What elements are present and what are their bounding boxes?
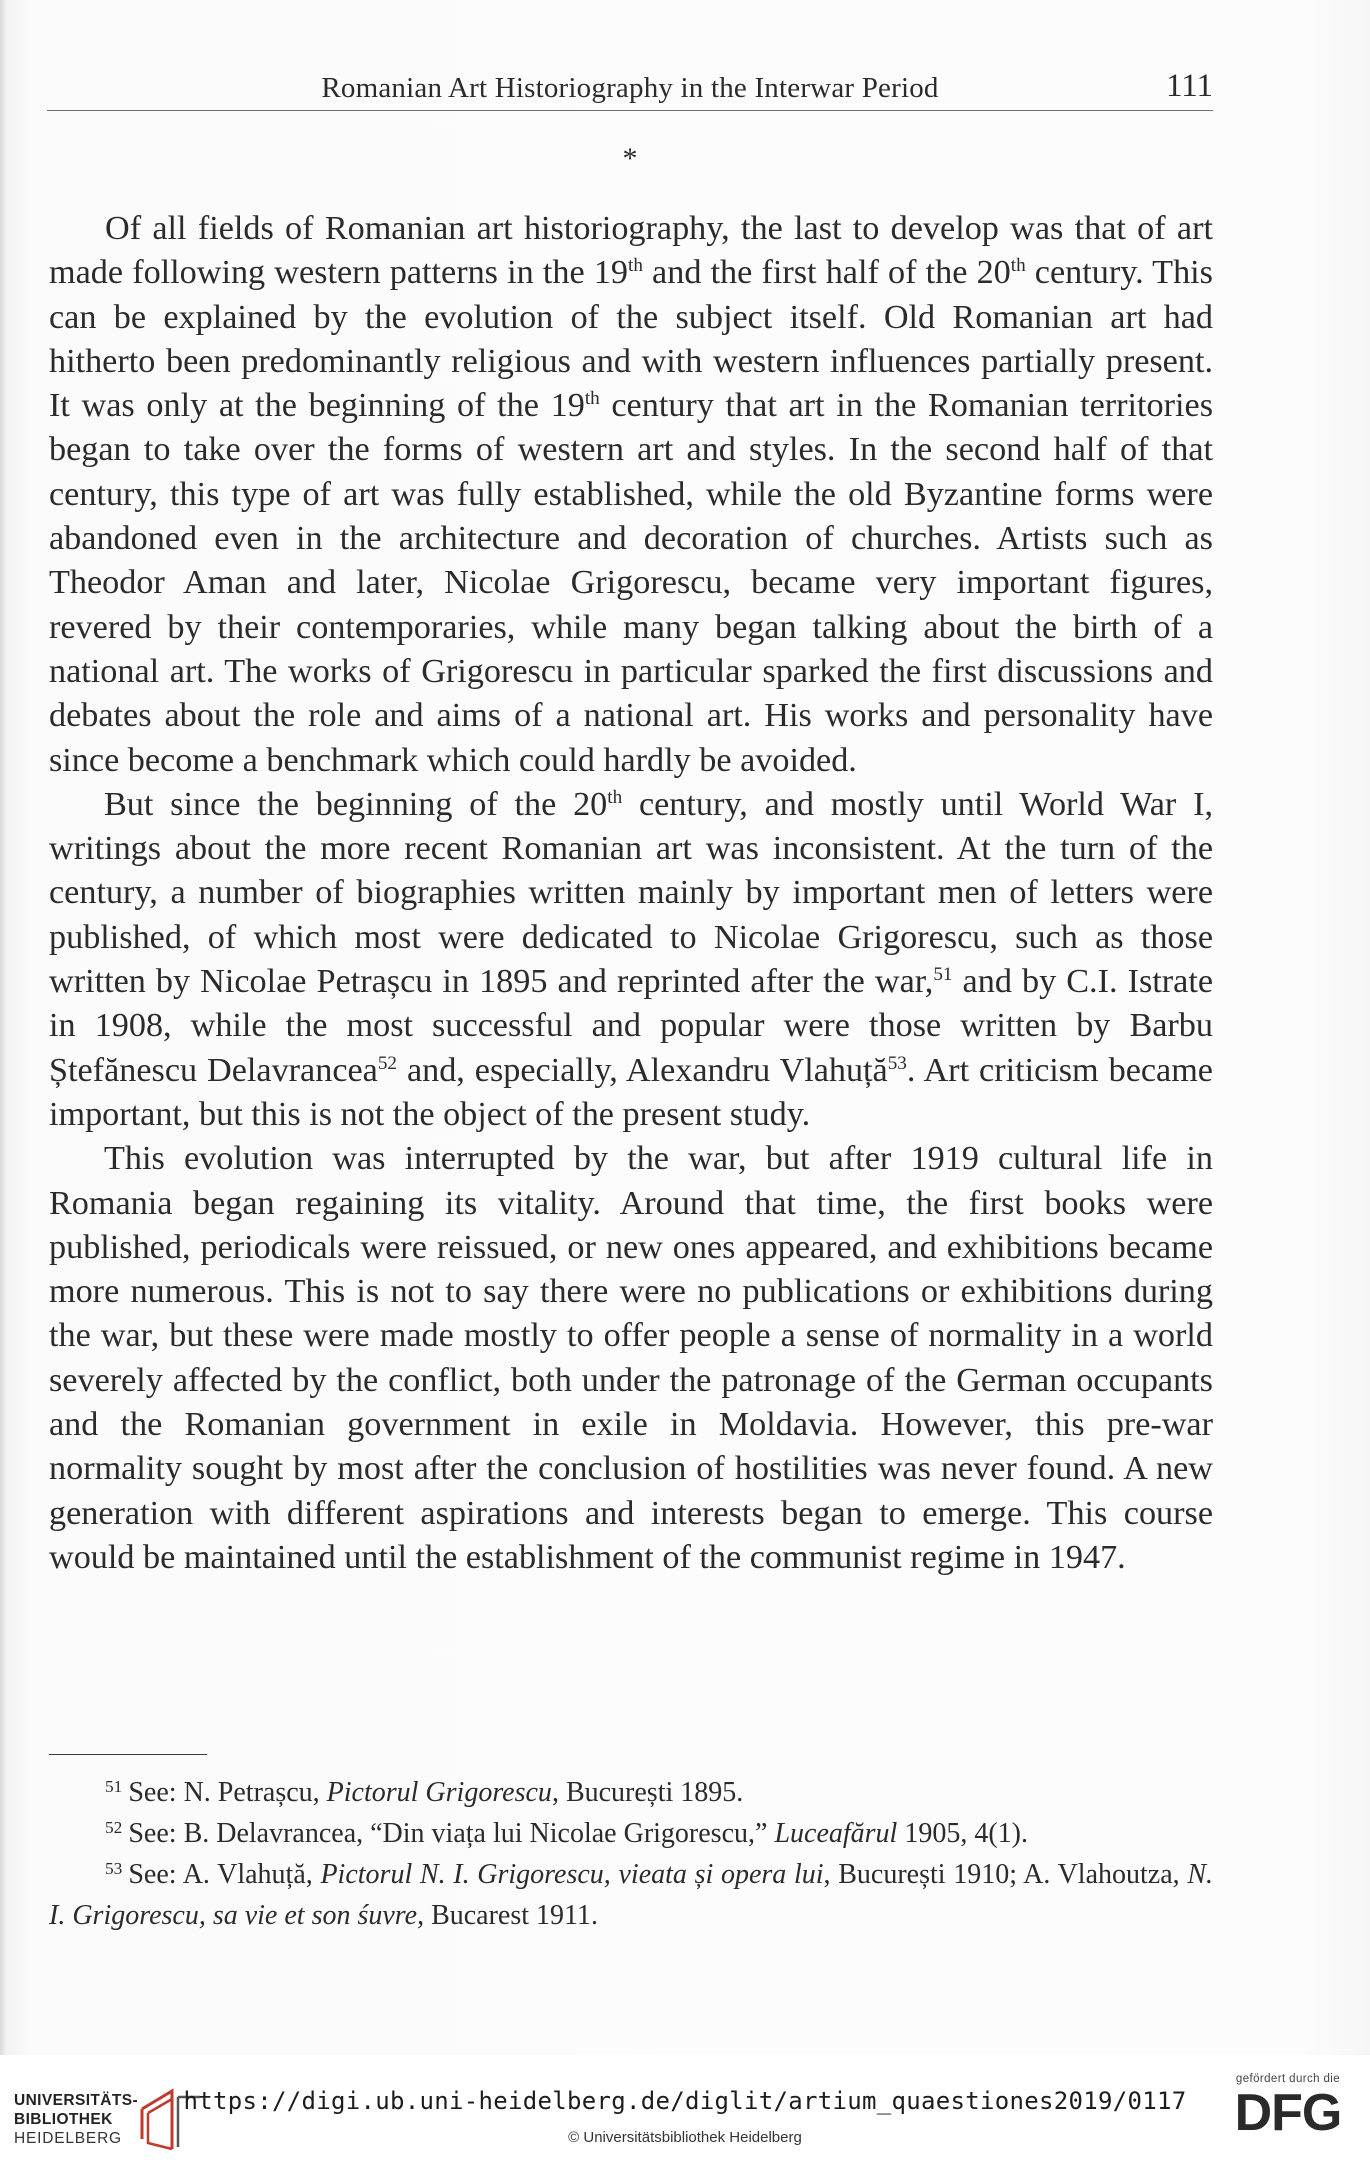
digitization-footer <box>0 2055 1370 2164</box>
text-run: This evolution was interrupted by the war, but after 1919 cultural life in Romania began regaining its vitality. Around that time, the first books were published, periodicals were reissued, or new ones appeared, and exhibitions became more numerous. This is not to say there were no publications or exhibitions during the war, but these were made mostly to offer people a sense of normality in a world severely affected by the conflict, both under the patronage of the German occupants and the Romanian government in exile in Moldavia. However, this pre-war normality sought by most after the conclusion of hostilities was never found. A new generation with different aspirations and interests began to emerge. This course would be maintained until the establishment of the communist regime in 1947. <box>49 1140 1213 1576</box>
italic-title: Pictorul Grigorescu <box>326 1777 552 1808</box>
footnote-number: 53 <box>105 1859 123 1879</box>
text-run: century, and mostly until World War I, writings about the more recent Romanian art was inconsistent. At the turn of the century, a number of biographies written mainly by important men of letters were published, of which most were dedicated to Nicolae Grigorescu, such as those written by Nicolae Petrașcu in 1895 and reprinted after the war, <box>49 785 1213 1001</box>
superscript: 52 <box>377 1052 397 1074</box>
funding-label: gefördert durch die <box>1235 2073 1341 2085</box>
italic-title: Pictorul N. I. Grigorescu, vieata și opera lui <box>320 1859 824 1890</box>
footnote-text <box>128 1818 1028 1849</box>
text-run: , București 1895. <box>551 1777 744 1808</box>
text-run: and by C.I. Istrate in 1908, while the most successful and popular were those written by Barbu Ștefănescu Delavrancea <box>49 963 1213 1089</box>
dfg-logo-text: DFG <box>1234 2084 1342 2142</box>
italic-title: N. I. Grigorescu, sa vie et son śuvre <box>49 1859 1214 1931</box>
paragraph <box>49 207 1213 783</box>
superscript: th <box>607 787 623 808</box>
text-run: century. This can be explained by the evolution of the subject itself. Old Romanian art had hitherto been predominantly religious and with western influences partially present. It was only at the beginning of the 19 <box>49 254 1213 425</box>
footnote-text <box>128 1777 743 1808</box>
text-run: See: B. Delavrancea, “Din viața lui Nicolae Grigorescu,” <box>128 1818 775 1849</box>
superscript: th <box>1010 255 1026 277</box>
superscript: th <box>628 255 643 277</box>
running-title: Romanian Art Historiography in the Interwar Period <box>321 72 939 104</box>
footnote <box>49 1813 1213 1854</box>
footnote-text <box>49 1859 1213 1931</box>
text-run: , Bucarest 1911. <box>417 1900 598 1931</box>
text-run: and, especially, Alexandru Vlahuță <box>396 1051 888 1089</box>
text-run: and the first half of the 20 <box>642 254 1011 292</box>
text-run: century that art in the Romanian territories began to take over the forms of western art and styles. In the second half of that century, this type of art was fully established, while the old Byzantine forms were abandoned even in the architecture and decoration of churches. Artists such as Theodor Aman and later, Nicolae Grigorescu, became very important figures, revered by their contemporaries, while many began talking about the birth of a national art. The works of Grigorescu in particular sparked the first discussions and debates about the role and aims of a national art. His works and personality have since become a benchmark which could hardly be avoided. <box>49 387 1214 779</box>
funder-logo[interactable] <box>1218 2073 1358 2153</box>
paragraph <box>49 783 1213 1137</box>
italic-title: Luceafărul <box>774 1818 898 1849</box>
superscript: 51 <box>933 964 953 986</box>
text-run: 1905, 4(1). <box>897 1818 1028 1849</box>
text-run: But since the beginning of the 20 <box>104 785 608 823</box>
footnote <box>49 1854 1213 1936</box>
running-head <box>47 66 1213 111</box>
text-run: Of all fields of Romanian art historiography, the last to develop was that of art made following western patterns in the 19 <box>49 210 1213 292</box>
text-run: See: N. Petrașcu, <box>128 1777 327 1808</box>
page-number: 111 <box>1165 68 1213 104</box>
paragraph <box>49 1137 1213 1580</box>
footnotes <box>49 1772 1213 1936</box>
library-name-line: HEIDELBERG <box>14 2130 122 2147</box>
footnote-number: 51 <box>105 1777 123 1797</box>
footnote-number: 52 <box>105 1818 123 1838</box>
text-run: . Art criticism became important, but this is not the object of the present study. <box>49 1051 1213 1133</box>
text-run: , București 1910; A. Vlahoutza, <box>823 1859 1188 1890</box>
superscript: th <box>584 388 600 410</box>
superscript: 53 <box>887 1052 907 1074</box>
footnote-rule <box>49 1754 207 1755</box>
permalink-url[interactable]: https://digi.ub.uni-heidelberg.de/diglit/artium_quaestiones2019/0117 <box>183 2087 1187 2115</box>
body-text <box>49 207 1213 1580</box>
text-run: See: A. Vlahuță, <box>128 1859 321 1890</box>
footnote <box>49 1772 1213 1813</box>
section-break: * <box>622 142 638 175</box>
library-name-line: UNIVERSITÄTS- <box>14 2092 139 2109</box>
copyright-notice: © Universitätsbibliothek Heidelberg <box>568 2129 802 2146</box>
library-name-line: BIBLIOTHEK <box>14 2111 113 2128</box>
